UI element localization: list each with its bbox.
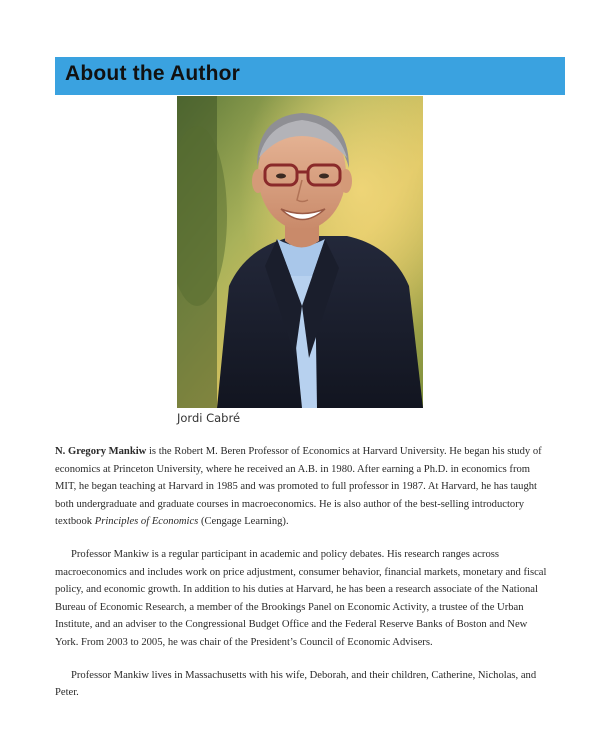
section-header-bar [55,57,565,95]
bio-paragraph-1 [55,443,550,531]
bio-paragraph-2: Professor Mankiw is a regular participant in academic and policy debates. His research ranges across macroeconomics and includes work on price adjustment, consumer behavior, financial markets, monetary and fiscal policy, and economic growth. In addition to his duties at Harvard, he has been a research associate of the National Bureau of Economic Research, a member of the Brookings Panel on Economic Activity, a trustee of the Urban Institute, and an adviser to the Congressional Budget Office and the Federal Reserve Banks of Boston and New York. From 2003 to 2005, he was chair of the President’s Council of Economic Advisers. [55,548,547,648]
author-name: N. Gregory Mankiw [55,446,147,457]
bio-paragraph-1-text-a: is the Robert M. Beren Professor of Economics at Harvard University. He began his study of economics at Princeton University, where he received an A.B. in 1980. After earning a Ph.D. in economics from MIT, he began teaching at Harvard in 1985 and was promoted to full professor in 1987. At Harvard, he has taught both undergraduate and graduate courses in macroeconomics. He is also author of the best-selling introductory textbook [55,446,542,528]
book-title: Principles of Economics [94,516,199,528]
bio-paragraph-1-text-b: (Cengage Learning). [198,516,289,528]
photo-credit: Jordi Cabré [177,411,241,425]
author-photo [177,96,423,408]
section-title: About the Author [65,62,241,85]
bio-paragraph-3: Professor Mankiw lives in Massachusetts with his wife, Deborah, and their children, Catherine, Nicholas, and Peter. [55,669,537,699]
author-bio [55,443,550,717]
